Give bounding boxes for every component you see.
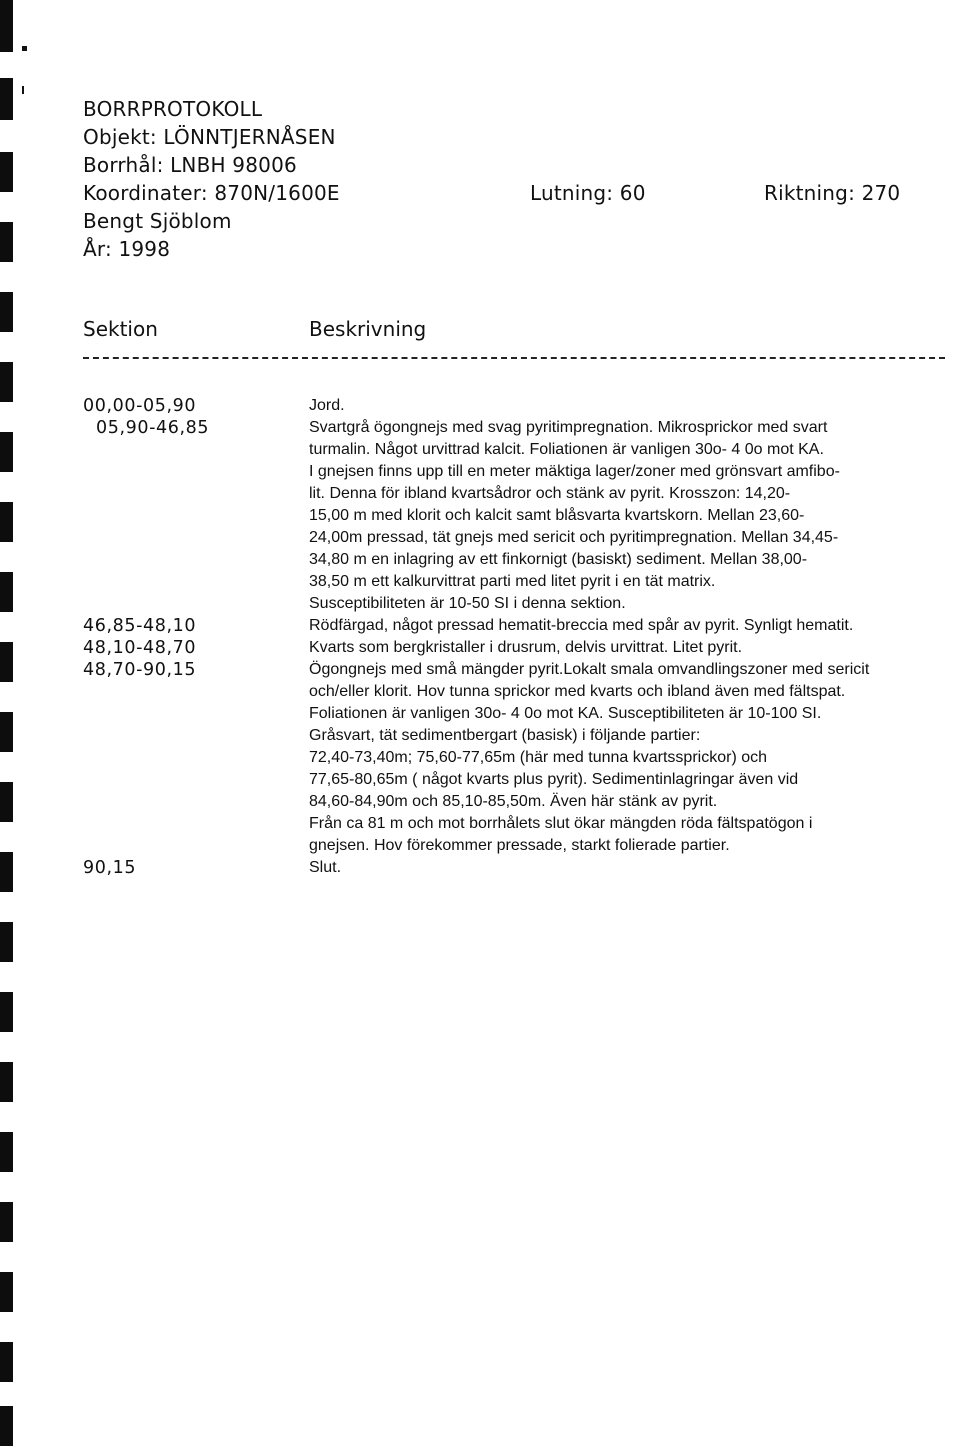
binding-mark <box>0 1202 13 1242</box>
scan-tick <box>22 86 24 94</box>
row-section: 00,00-05,90 <box>83 396 197 416</box>
binding-mark <box>0 152 13 192</box>
log-row <box>0 637 960 659</box>
binding-mark <box>0 1406 13 1446</box>
log-row <box>0 395 960 417</box>
binding-mark <box>0 292 13 332</box>
column-heading-beskrivning: Beskrivning <box>309 317 427 341</box>
row-section: 46,85-48,10 <box>83 616 197 636</box>
lutning-text: Lutning: 60 <box>530 181 646 205</box>
row-section: 48,70-90,15 <box>83 660 197 680</box>
author-line: Bengt Sjöblom <box>83 209 232 233</box>
riktning-text: Riktning: 270 <box>764 181 901 205</box>
borrhal-line: Borrhål: LNBH 98006 <box>83 153 297 177</box>
binding-mark <box>0 1062 13 1102</box>
log-row <box>0 659 960 857</box>
coordinates-line <box>83 179 913 207</box>
binding-mark <box>0 1342 13 1382</box>
row-description: Slut. <box>309 859 342 876</box>
log-row <box>0 615 960 637</box>
row-section: 90,15 <box>83 858 137 878</box>
koordinater-text: Koordinater: 870N/1600E <box>83 181 340 205</box>
binding-mark <box>0 992 13 1032</box>
objekt-line: Objekt: LÖNNTJERNÅSEN <box>83 125 336 149</box>
log-row <box>0 857 960 879</box>
row-description: Jord. <box>309 397 345 414</box>
year-line: År: 1998 <box>83 237 171 261</box>
protocol-header <box>83 95 913 263</box>
binding-mark <box>0 922 13 962</box>
row-section: 48,10-48,70 <box>83 638 197 658</box>
row-description: Rödfärgad, något pressad hematit-breccia med spår av pyrit. Synligt hematit. <box>309 617 854 634</box>
row-section: 05,90-46,85 <box>96 418 210 438</box>
document-title: BORRPROTOKOLL <box>83 97 263 121</box>
binding-mark <box>0 0 13 52</box>
binding-mark <box>0 1272 13 1312</box>
binding-mark <box>0 78 13 120</box>
row-description: Kvarts som bergkristaller i drusrum, delvis urvittrat. Litet pyrit. <box>309 639 743 656</box>
dashed-divider <box>83 357 945 359</box>
row-description: Svartgrå ögongnejs med svag pyritimpregnation. Mikrosprickor med svart turmalin. Något urvittrad kalcit. Foliationen är vanligen 30o- 4 0o mot KA. I gnejsen finns upp till en meter mäktiga lager/zoner med grönsvart amfibo- lit. Denna för ibland kvartsådror och stänk av pyrit. Krosszon: 14,20- 15,00 m med klorit och kalcit samt blåsvarta kvartskorn. Mellan 23,60- 24,00m pressad, tät gnejs med sericit och pyritimpregnation. Mellan 34,45- 34,80 m en inlagring av ett finkornigt (basiskt) sediment. Mellan 38,00- 38,50 m ett kalkurvittrat parti med litet pyrit i en tät matrix. Susceptibiliteten är 10-50 SI i denna sektion. <box>309 419 840 612</box>
scan-dot <box>22 46 27 51</box>
column-heading-sektion: Sektion <box>83 317 158 341</box>
log-row <box>0 417 960 615</box>
binding-mark <box>0 222 13 262</box>
log-table <box>0 395 960 879</box>
row-description: Ögongnejs med små mängder pyrit.Lokalt smala omvandlingszoner med sericit och/eller klorit. Hov tunna sprickor med kvarts och ibland även med fältspat. Foliationen är vanligen 30o- 4 0o mot KA. Susceptibiliteten är 10-100 SI. Gråsvart, tät sedimentbergart (basisk) i följande partier: 72,40-73,40m; 75,60-77,65m (här med tunna kvartssprickor) och 77,65-80,65m ( något kvarts plus pyrit). Sedimentinlagringar även vid 84,60-84,90m och 85,10-85,50m. Även här stänk av pyrit. Från ca 81 m och mot borrhålets slut ökar mängden röda fältspatögon i gnejsen. Hov förekommer pressade, starkt folierade partier. <box>309 661 870 854</box>
binding-mark <box>0 1132 13 1172</box>
